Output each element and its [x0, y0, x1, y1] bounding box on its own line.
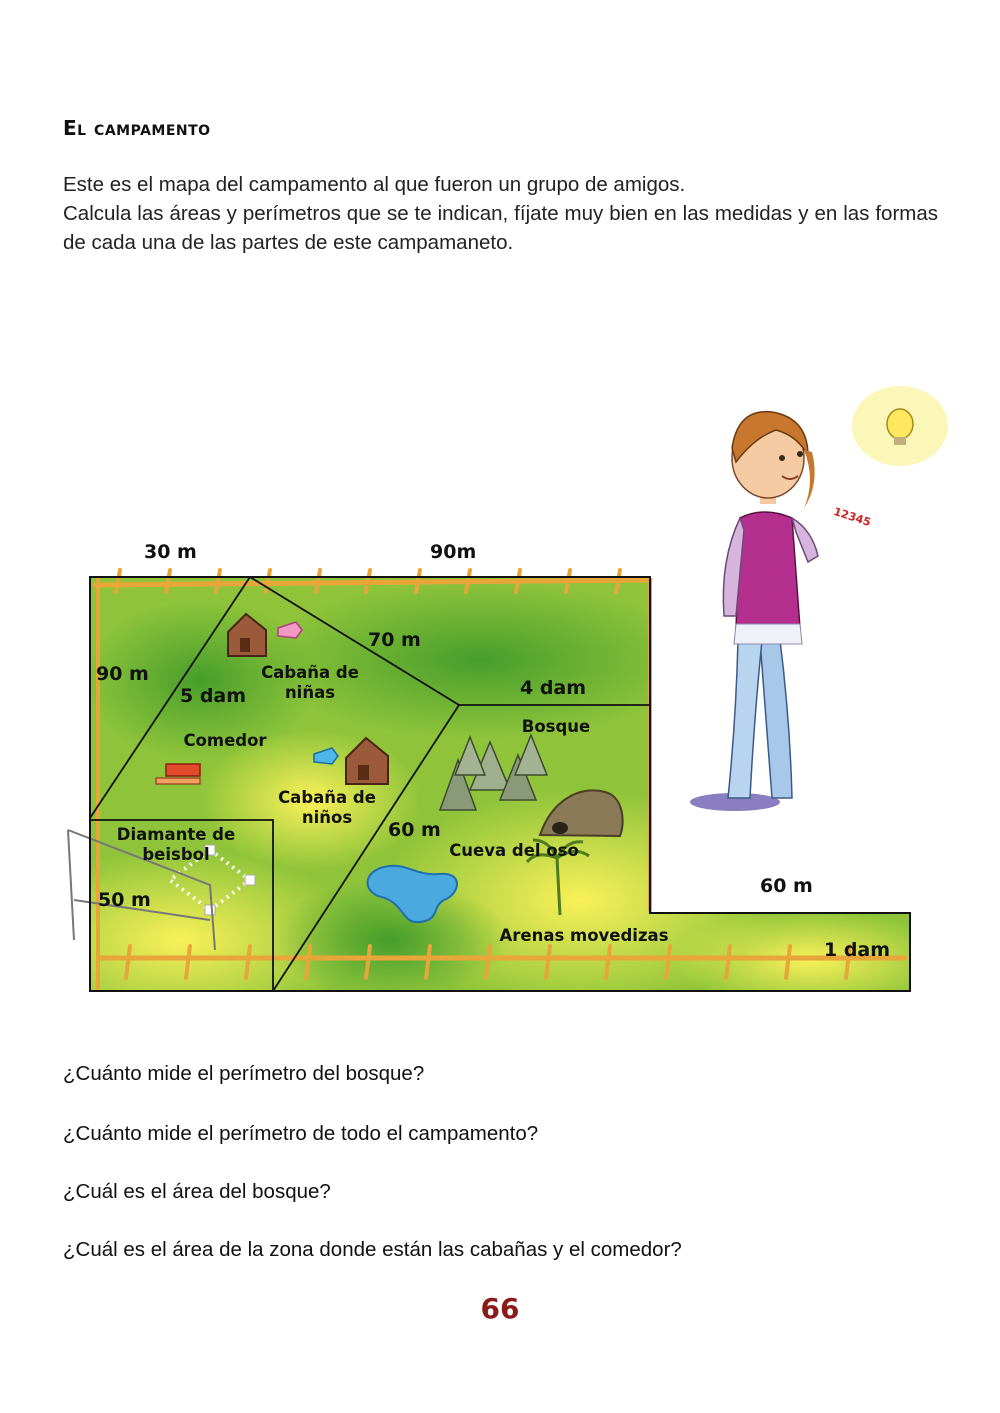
measure-step-right: 1 dam: [824, 939, 891, 961]
measure-left-side: 90 m: [96, 663, 149, 685]
question-3: ¿Cuál es el área del bosque?: [63, 1180, 331, 1203]
question-1: ¿Cuánto mide el perímetro del bosque?: [63, 1062, 425, 1085]
measure-diamond: 50 m: [98, 889, 151, 911]
label-forest: Bosque: [521, 717, 591, 736]
counting-marks: 12345: [831, 504, 873, 530]
measure-step-top: 60 m: [760, 875, 813, 897]
measure-diag-top: 70 m: [368, 629, 421, 651]
intro-line-2: Calcula las áreas y perímetros que se te indican, fíjate muy bien en las medidas y en las formas de cada una de las partes de este campamaneto.: [63, 202, 938, 254]
label-boys-cabin-2: niños: [301, 808, 353, 827]
label-dining: Comedor: [183, 731, 267, 750]
label-girls-cabin-1: Cabaña de: [261, 663, 359, 682]
measure-top-right: 90m: [430, 541, 477, 563]
measure-diag-bottom: 60 m: [388, 819, 441, 841]
intro-line-1: Este es el mapa del campamento al que fueron un grupo de amigos.: [63, 173, 686, 196]
label-cave: Cueva del oso: [449, 841, 579, 860]
label-quicksand: Arenas movedizas: [499, 926, 669, 945]
page-title: El campamento: [63, 116, 211, 140]
label-diamond-1: Diamante de: [116, 825, 236, 844]
question-2: ¿Cuánto mide el perímetro de todo el campamento?: [63, 1122, 539, 1145]
camp-map: [60, 380, 960, 1020]
girl-illustration: [690, 386, 948, 811]
question-4: ¿Cuál es el área de la zona donde están las cabañas y el comedor?: [63, 1238, 682, 1261]
cave-entrance: [552, 822, 568, 834]
label-diamond-2: beisbol: [142, 845, 210, 864]
measure-top-left: 30 m: [144, 541, 197, 563]
label-girls-cabin-2: niñas: [284, 683, 336, 702]
label-boys-cabin-1: Cabaña de: [278, 788, 376, 807]
page-number: 66: [480, 1292, 520, 1325]
intro-text: [63, 170, 938, 257]
measure-forest-top: 4 dam: [520, 677, 587, 699]
measure-diag-inner: 5 dam: [180, 685, 247, 707]
